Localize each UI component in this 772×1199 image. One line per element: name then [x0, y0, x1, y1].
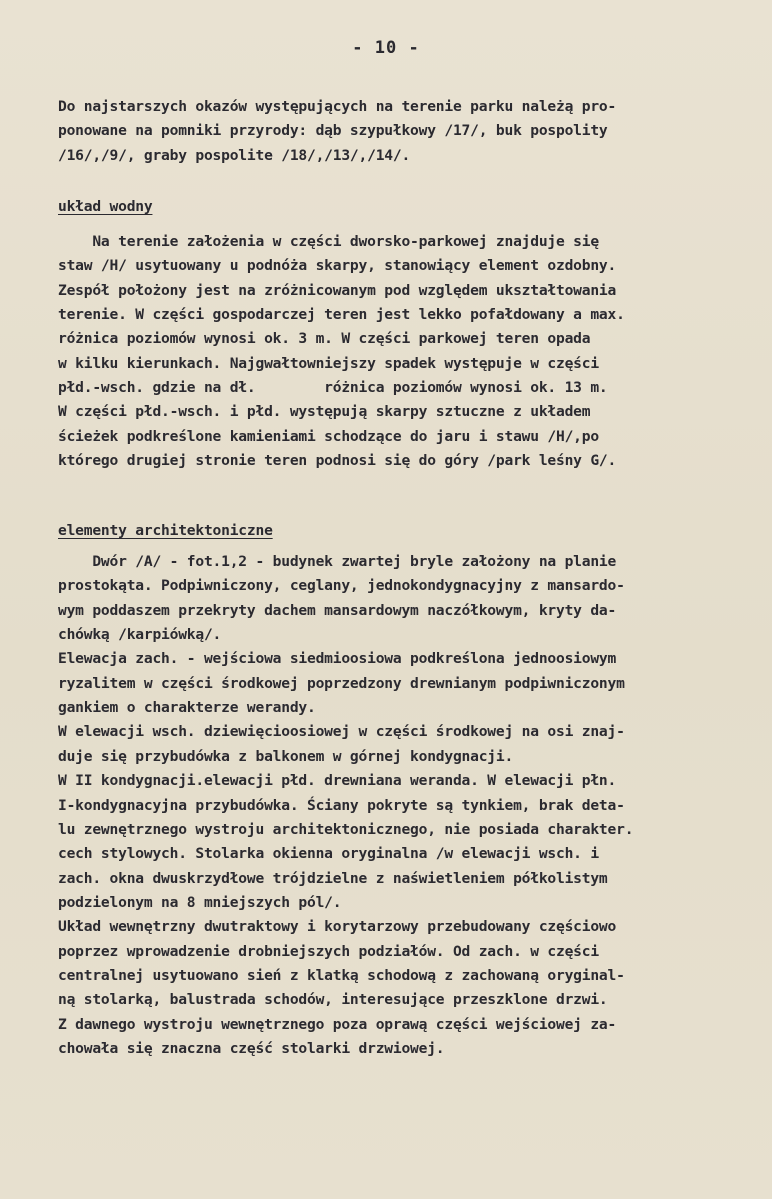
text-line: zach. okna dwuskrzydłowe trójdzielne z naświetleniem półkolistym — [58, 869, 608, 887]
page-number: - 10 - — [352, 38, 420, 58]
text-line: W części płd.-wsch. i płd. występują skarpy sztuczne z układem — [58, 403, 591, 421]
text-line: prostokąta. Podpiwniczony, ceglany, jednokondygnacyjny z mansardo- — [58, 577, 625, 595]
text-line: cech stylowych. Stolarka okienna oryginalna /w elewacji wsch. i — [58, 845, 599, 863]
text-line: terenie. W części gospodarczej teren jest lekko pofałdowany a max. — [58, 306, 625, 324]
text-line: gankiem o charakterze werandy. — [58, 699, 316, 717]
text-line: wym poddaszem przekryty dachem mansardowym naczółkowym, kryty da- — [58, 601, 617, 619]
text-line: W elewacji wsch. dziewięcioosiowej w części środkowej na osi znaj- — [58, 723, 625, 741]
text-line: Zespół położony jest na zróżnicowanym pod względem ukształtowania — [58, 281, 617, 299]
text-line: staw /H/ usytuowany u podnóża skarpy, stanowiący element ozdobny. — [58, 257, 617, 275]
text-line: /16/,/9/, graby pospolite /18/,/13/,/14/. — [58, 146, 411, 164]
text-line: centralnej usytuowano sień z klatką schodową z zachowaną oryginal- — [58, 966, 625, 984]
text-line: w kilku kierunkach. Najgwałtowniejszy spadek występuje w części — [58, 354, 599, 372]
text-line: ną stolarką, balustrada schodów, interesujące przeszklone drzwi. — [58, 991, 608, 1009]
text-line: którego drugiej stronie teren podnosi się do góry /park leśny G/. — [58, 452, 617, 470]
text-line: W II kondygnacji.elewacji płd. drewniana weranda. W elewacji płn. — [58, 772, 617, 790]
text-line: poprzez wprowadzenie drobniejszych podziałów. Od zach. w części — [58, 942, 599, 960]
text-line: ponowane na pomniki przyrody: dąb szypułkowy /17/, buk pospolity — [58, 122, 608, 140]
text-line: Na terenie założenia w części dworsko-parkowej znajduje się — [58, 233, 599, 250]
text-line: duje się przybudówka z balkonem w górnej kondygnacji. — [58, 747, 514, 765]
text-line: Z dawnego wystroju wewnętrznego poza oprawą części wejściowej za- — [58, 1015, 617, 1033]
text-line: podzielonym na 8 mniejszych pól/. — [58, 893, 342, 911]
text-line: chówką /karpiówką/. — [58, 626, 222, 644]
text-line: ścieżek podkreślone kamieniami schodzące do jaru i stawu /H/,po — [58, 427, 599, 445]
text-line: Elewacja zach. - wejściowa siedmioosiowa podkreślona jednoosiowym — [58, 650, 617, 668]
text-line: Do najstarszych okazów występujących na terenie parku należą pro- — [58, 98, 617, 115]
text-line: chowała się znaczna część stolarki drzwiowej. — [58, 1040, 445, 1057]
text-line: Układ wewnętrzny dwutraktowy i korytarzowy przebudowany częściowo — [58, 918, 617, 936]
text-line: lu zewnętrznego wystroju architektonicznego, nie posiada charakter. — [58, 820, 634, 838]
section-heading: elementy architektoniczne — [58, 522, 273, 539]
text-line: płd.-wsch. gdzie na dł. różnica poziomów wynosi ok. 13 m. — [58, 379, 608, 397]
text-line: różnica poziomów wynosi ok. 3 m. W części parkowej teren opada — [58, 330, 591, 348]
text-line: I-kondygnacyjna przybudówka. Ściany pokryte są tynkiem, brak deta- — [58, 796, 625, 814]
text-line: ryzalitem w części środkowej poprzedzony drewnianym podpiwniczonym — [58, 674, 625, 692]
section-heading: układ wodny — [58, 198, 153, 215]
text-line: Dwór /A/ - fot.1,2 - budynek zwartej bryle założony na planie — [58, 553, 617, 570]
